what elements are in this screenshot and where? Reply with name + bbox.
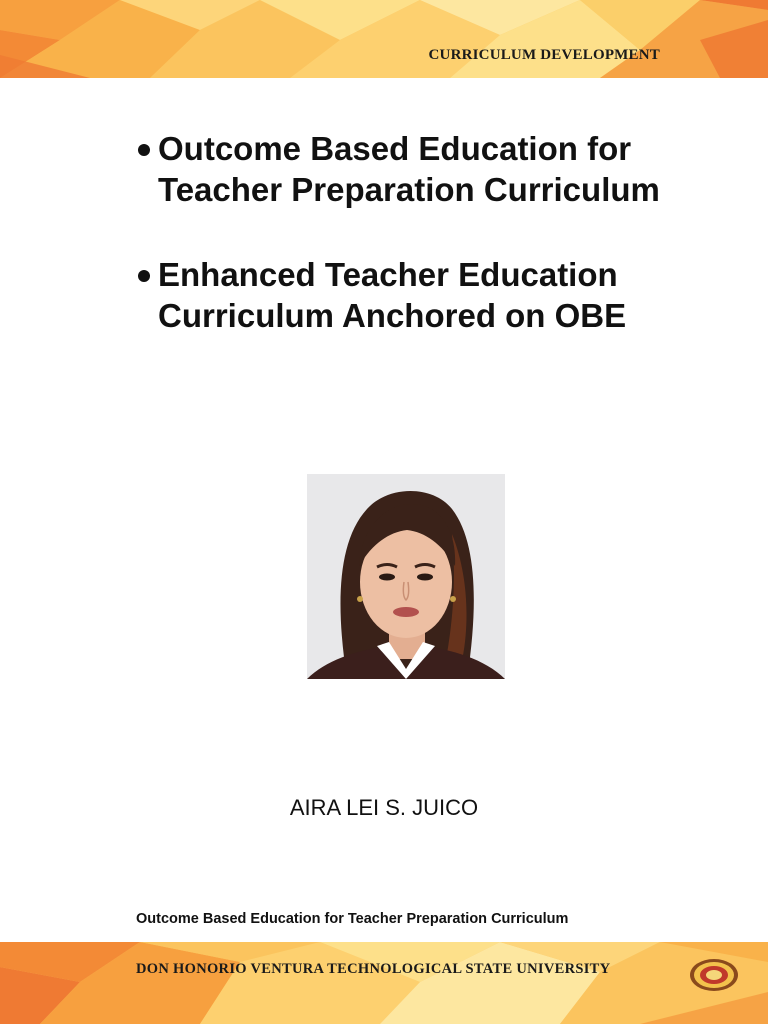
header-banner-graphic [0,0,768,78]
bullet-dot-icon [138,144,150,156]
header-banner [0,0,768,78]
author-photo [307,474,505,679]
headline-item [136,128,696,210]
footer-running-title: Outcome Based Education for Teacher Preparation Curriculum [136,911,569,927]
section-label: CURRICULUM DEVELOPMENT [428,47,660,63]
footer-banner [0,942,768,1024]
university-name: DON HONORIO VENTURA TECHNOLOGICAL STATE UNIVERSITY [136,961,611,977]
bullet-dot-icon [138,270,150,282]
headline-text: Enhanced Teacher Education Curriculum Anchored on OBE [158,256,627,334]
headline-text: Outcome Based Education for Teacher Preparation Curriculum [158,130,660,208]
author-name: AIRA LEI S. JUICO [289,795,479,820]
footer-banner-graphic [0,942,768,1024]
headline-list [136,128,696,336]
portrait-illustration [307,474,505,679]
headline-item [136,254,696,336]
university-seal-icon [688,958,740,992]
